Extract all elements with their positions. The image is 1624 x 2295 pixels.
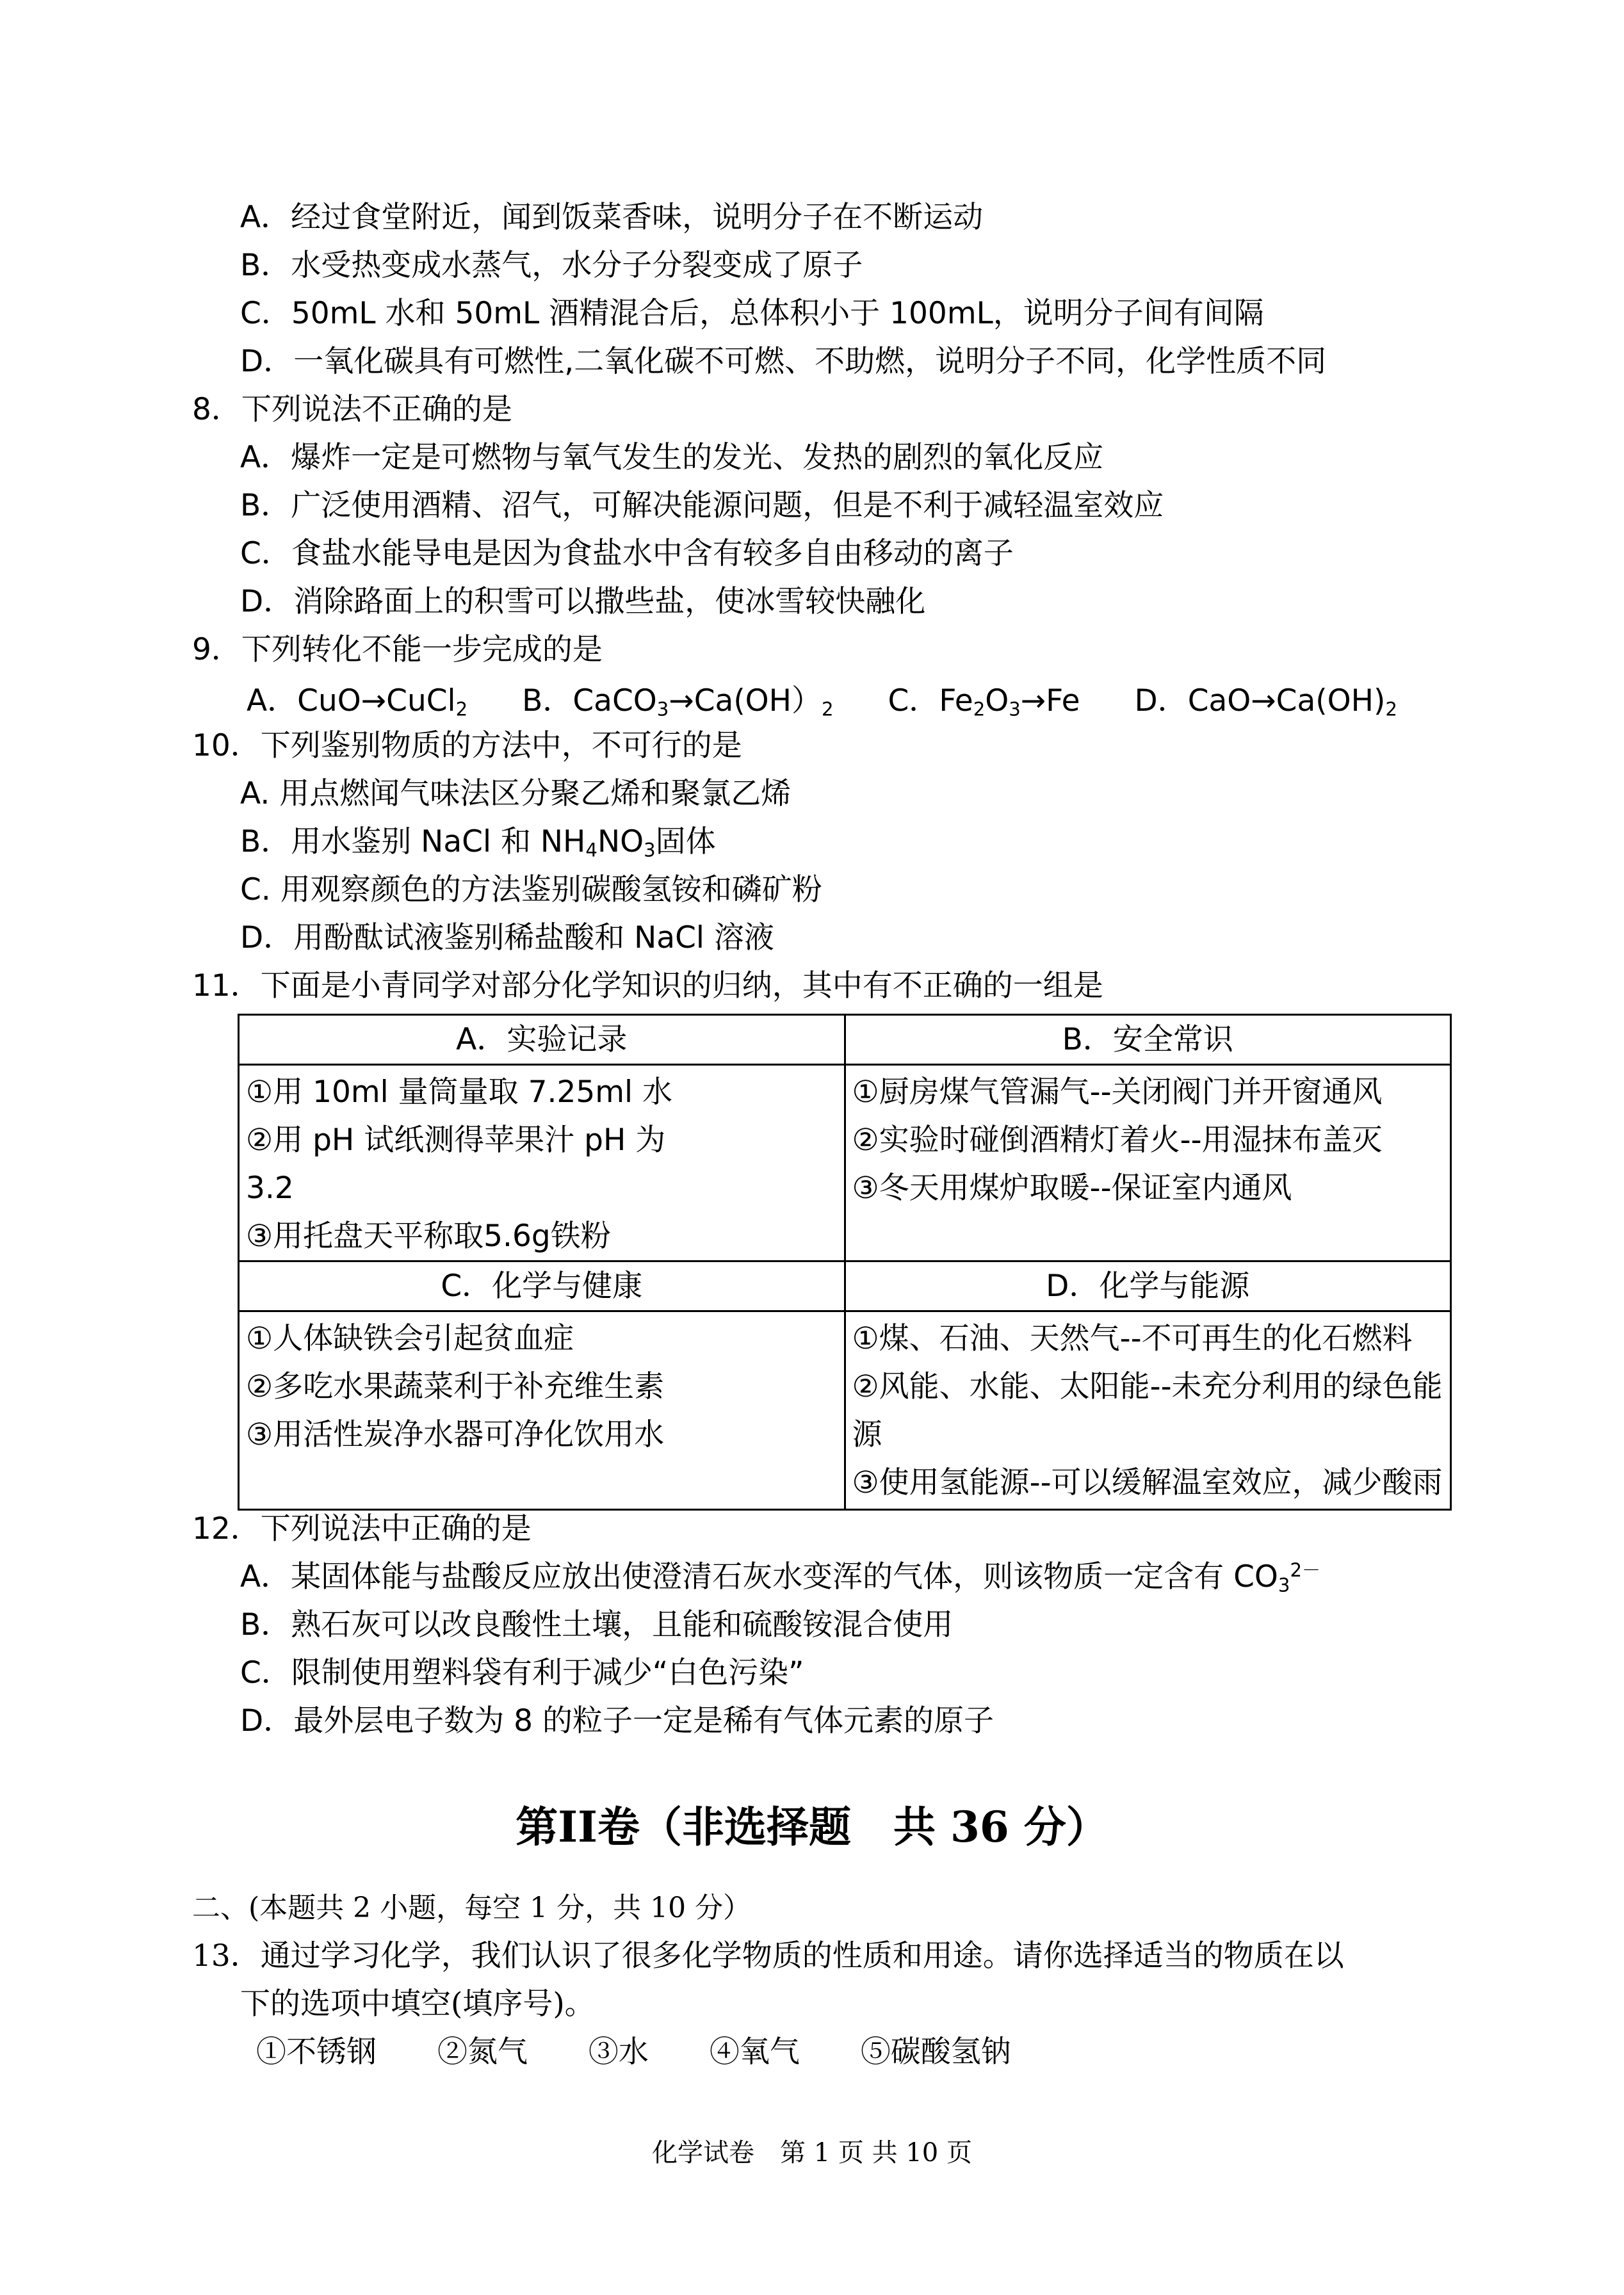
table-line: ②用 pH 试纸测得苹果汁 pH 为	[246, 1123, 666, 1158]
q7-option-d: D．一氧化碳具有可燃性,二氧化碳不可燃、不助燃，说明分子不同，化学性质不同	[240, 344, 1327, 379]
q13-stem-line2: 下的选项中填空(填序号)。	[240, 1986, 595, 2022]
table-head-c: C．化学与健康	[239, 1261, 845, 1311]
q7-option-b: B．水受热变成水蒸气，水分子分裂变成了原子	[240, 248, 863, 283]
q10-option-c: C. 用观察颜色的方法鉴别碳酸氢铵和磷矿粉	[240, 872, 822, 907]
table-head-d: D．化学与能源	[845, 1261, 1451, 1311]
table-line: ②多吃水果蔬菜利于补充维生素	[246, 1369, 665, 1404]
table-line: ①煤、石油、天然气--不可再生的化石燃料	[852, 1321, 1413, 1356]
table-head-b: B．安全常识	[845, 1015, 1451, 1065]
table-line: 3.2	[246, 1171, 294, 1206]
q7-option-a: A．经过食堂附近，闻到饭菜香味，说明分子在不断运动	[240, 200, 984, 235]
q10-stem: 10．下列鉴别物质的方法中，不可行的是	[192, 728, 742, 763]
q12-option-d: D．最外层电子数为 8 的粒子一定是稀有气体元素的原子	[240, 1703, 994, 1739]
table-line: ③用托盘天平称取5.6g铁粉	[246, 1219, 611, 1254]
q8-option-b: B．广泛使用酒精、沼气，可解决能源问题，但是不利于减轻温室效应	[240, 488, 1164, 523]
table-head-a: A．实验记录	[239, 1015, 845, 1065]
q13-option: ②氮气	[437, 2034, 528, 2070]
q13-options	[256, 2033, 1011, 2072]
q9-option-d: D．$CaO\to Ca(OH)_2$	[1134, 683, 1397, 720]
q9-option-b: B．$CaCO_3\to Ca(OH)_2$	[522, 683, 834, 720]
table-cell-d	[845, 1311, 1451, 1510]
q8-option-a: A．爆炸一定是可燃物与氧气发生的发光、发热的剧烈的氧化反应	[240, 440, 1104, 475]
table-line: ①厨房煤气管漏气--关闭阀门并开窗通风	[852, 1075, 1383, 1110]
q9-option-c: C．$Fe_2O_3\to Fe$	[888, 683, 1080, 720]
table-line: ①人体缺铁会引起贫血症	[246, 1321, 574, 1356]
q9-stem: 9．下列转化不能一步完成的是	[192, 632, 603, 667]
q13-option: ④氧气	[709, 2034, 800, 2070]
q8-option-c: C．食盐水能导电是因为食盐水中含有较多自由移动的离子	[240, 536, 1014, 571]
q9-options	[247, 682, 1397, 720]
table-line: ②风能、水能、太阳能--未充分利用的绿色能	[852, 1369, 1443, 1404]
q12-option-a: A．某固体能与盐酸反应放出使澄清石灰水变浑的气体，则该物质一定含有 $CO_3^{2-}$	[240, 1559, 1321, 1596]
q12-stem: 12．下列说法中正确的是	[192, 1511, 532, 1546]
q9-option-a: A．CuO→CuCl$_2$	[247, 683, 468, 720]
q12-option-c: C．限制使用塑料袋有利于减少“白色污染”	[240, 1655, 804, 1691]
table-line: ③用活性炭净水器可净化饮用水	[246, 1417, 665, 1452]
q8-option-d: D．消除路面上的积雪可以撒些盐，使冰雪较快融化	[240, 584, 926, 619]
part-heading: 二、(本题共 2 小题，每空 1 分，共 10 分）	[192, 1892, 752, 1924]
table-cell-a	[239, 1065, 845, 1261]
knowledge-table	[238, 1014, 1452, 1511]
table-cell-c	[239, 1311, 845, 1510]
q13-option: ③水	[588, 2034, 649, 2070]
q11-stem: 11．下面是小青同学对部分化学知识的归纳，其中有不正确的一组是	[192, 968, 1103, 1003]
table-line: ③使用氢能源--可以缓解温室效应，减少酸雨	[852, 1465, 1443, 1500]
q13-option: ①不锈钢	[256, 2034, 377, 2070]
q10-option-a: A. 用点燃闻气味法区分聚乙烯和聚氯乙烯	[240, 776, 792, 811]
q8-stem: 8．下列说法不正确的是	[192, 392, 512, 427]
section-title: 第II卷（非选择题 共 36 分）	[516, 1802, 1108, 1852]
table-line: ②实验时碰倒酒精灯着火--用湿抹布盖灭	[852, 1123, 1383, 1158]
table-line: 源	[852, 1417, 882, 1452]
q10-option-b: B．用水鉴别 NaCl 和 $NH_4NO_3$固体	[240, 824, 716, 861]
page-footer: 化学试卷 第 1 页 共 10 页	[652, 2138, 972, 2168]
table-line: ①用 10ml 量筒量取 7.25ml 水	[246, 1075, 673, 1110]
q12-option-b: B．熟石灰可以改良酸性土壤，且能和硫酸铵混合使用	[240, 1607, 954, 1642]
table-cell-b	[845, 1065, 1451, 1261]
q13-stem-line1: 13．通过学习化学，我们认识了很多化学物质的性质和用途。请你选择适当的物质在以	[192, 1938, 1344, 1974]
q7-option-c: C．50mL 水和 50mL 酒精混合后，总体积小于 100mL，说明分子间有间隔	[240, 296, 1264, 331]
q10-option-d: D．用酚酞试液鉴别稀盐酸和 NaCl 溶液	[240, 920, 774, 955]
q13-option: ⑤碳酸氢钠	[860, 2034, 1011, 2070]
table-line: ③冬天用煤炉取暖--保证室内通风	[852, 1171, 1292, 1206]
